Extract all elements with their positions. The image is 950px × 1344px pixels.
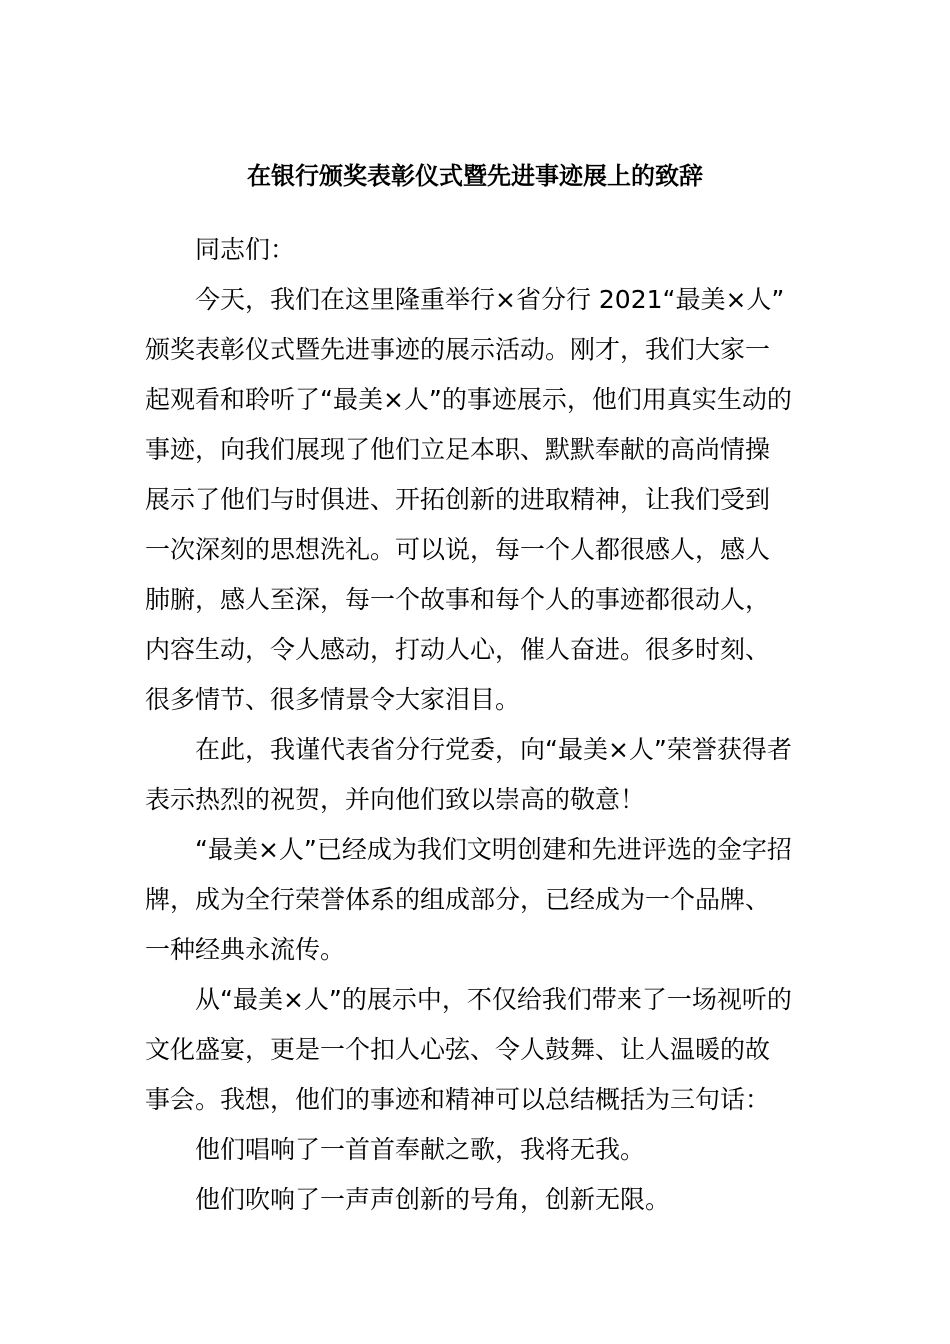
paragraph-line: 一种经典永流传。 — [145, 935, 346, 964]
paragraph-line: 一次深刻的思想洗礼。可以说，每一个人都很感人，感人 — [145, 535, 771, 564]
paragraph-line: 从“最美×人”的展示中，不仅给我们带来了一场视听的 — [195, 985, 792, 1014]
paragraph-line: 事迹，向我们展现了他们立足本职、默默奉献的高尚情操 — [145, 435, 771, 464]
paragraph-line: 展示了他们与时俱进、开拓创新的进取精神，让我们受到 — [145, 485, 771, 514]
paragraph-line: 颁奖表彰仪式暨先进事迹的展示活动。刚才，我们大家一 — [145, 335, 771, 364]
paragraph-line: 起观看和聆听了“最美×人”的事迹展示，他们用真实生动的 — [145, 385, 792, 414]
paragraph-line: 文化盛宴，更是一个扣人心弦、令人鼓舞、让人温暖的故 — [145, 1035, 771, 1064]
paragraph-line: 他们吹响了一声声创新的号角，创新无限。 — [195, 1185, 671, 1214]
paragraph-line: 他们唱响了一首首奉献之歌，我将无我。 — [195, 1135, 646, 1164]
paragraph-line: 事会。我想，他们的事迹和精神可以总结概括为三句话： — [145, 1085, 771, 1114]
paragraph-line: 表示热烈的祝贺，并向他们致以崇高的敬意！ — [145, 785, 646, 814]
paragraph-line: 肺腑，感人至深，每一个故事和每个人的事迹都很动人， — [145, 585, 771, 614]
paragraph-line: “最美×人”已经成为我们文明创建和先进评选的金字招 — [195, 835, 792, 864]
salutation: 同志们： — [195, 235, 296, 264]
paragraph-line: 内容生动，令人感动，打动人心，催人奋进。很多时刻、 — [145, 635, 771, 664]
paragraph-line: 在此，我谨代表省分行党委，向“最美×人”荣誉获得者 — [195, 735, 792, 764]
paragraph-line: 今天，我们在这里隆重举行×省分行 2021“最美×人” — [195, 285, 785, 314]
paragraph-line: 很多情节、很多情景令大家泪目。 — [145, 685, 521, 714]
paragraph-line: 牌，成为全行荣誉体系的组成部分，已经成为一个品牌、 — [145, 885, 771, 914]
document-title: 在银行颁奖表彰仪式暨先进事迹展上的致辞 — [247, 162, 703, 190]
